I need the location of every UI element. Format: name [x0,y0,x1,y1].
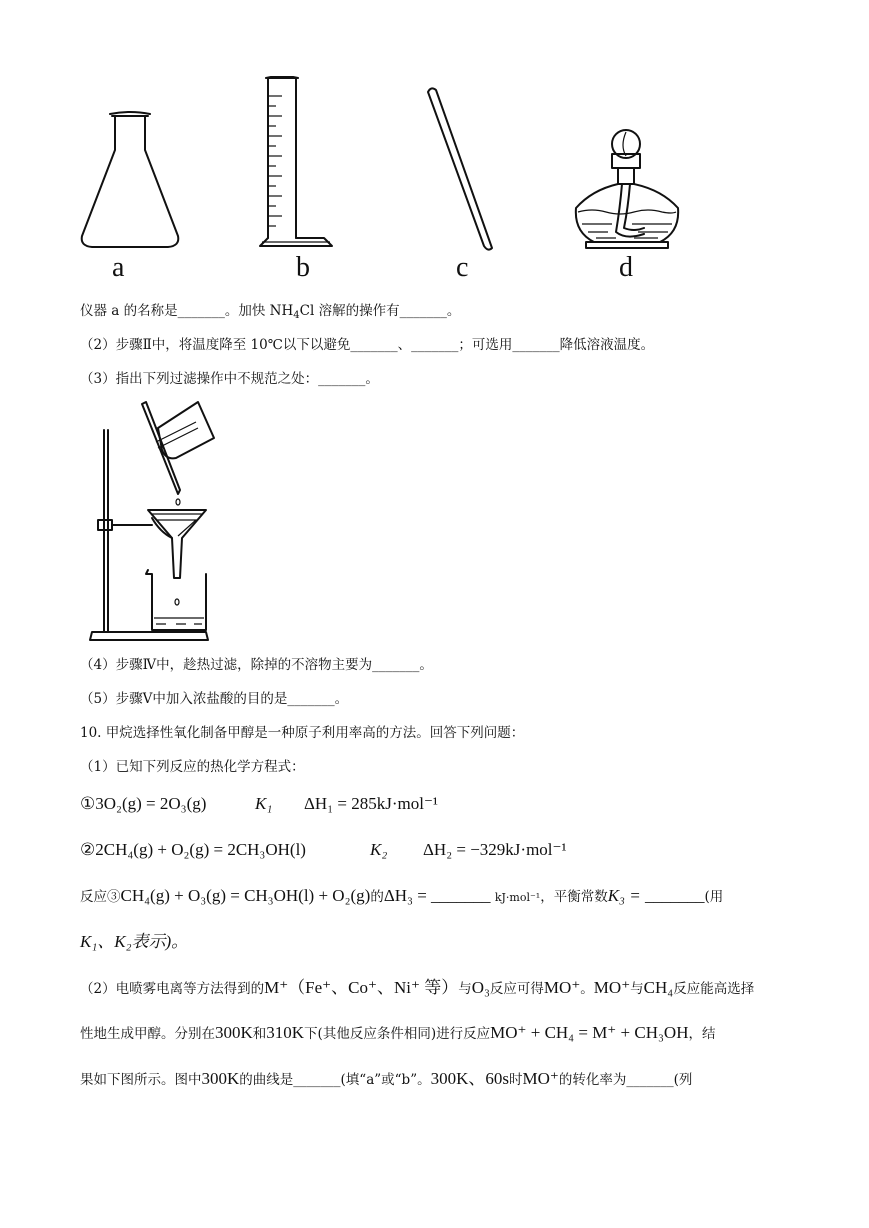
alcohol-lamp-figure [572,128,684,252]
question-5: （5）步骤Ⅴ中加入浓盐酸的目的是_______。 [80,691,349,707]
question-instrument-name: 仪器 a 的名称是_______。加快 $NH_4Cl$ 溶解的操作有_______。 [80,303,461,321]
conical-flask-figure [78,110,182,250]
apparatus-label-c: c [456,252,469,283]
apparatus-label-a: a [112,252,125,283]
question-10-part1: （1）已知下列反应的热化学方程式： [80,759,305,775]
apparatus-label-d: d [619,252,633,283]
part-2-line-3: 果如下图所示。图中300K的曲线是_______(填“a”或“b”。300K、60s时MO⁺的转化率为_______(列 [80,1069,693,1088]
apparatus-label-b: b [296,252,310,283]
equation-1-marker: ① [80,794,96,813]
equation-1 [80,794,439,814]
equation-3-k: K₃ = _______ [607,886,705,905]
equation-3-instruction: K₁、K₂表示)。 [80,932,189,951]
equation-1-k: K₁ [255,794,273,813]
equation-2-marker: ② [80,840,96,859]
equation-3-unit: kJ·mol⁻¹ [494,891,541,904]
filtration-apparatus-figure [86,398,216,644]
question-2: （2）步骤Ⅱ中，将温度降至 10℃以下以避免_______、_______；可选用_______降低溶液温度。 [80,337,655,353]
equation-3: 反应③CH₄(g) + O₃(g) = CH₃OH(l) + O₂(g)的ΔH₃ = _______ kJ·mol⁻¹，平衡常数K₃ = _______(用 [80,886,724,905]
glass-rod-figure [424,86,496,252]
equation-2-body: 2CH₄(g) + O₂(g) = 2CH₃OH(l) [95,840,306,859]
equation-1-body: 3O₂(g) = 2O₃(g) [95,794,207,813]
part-2-line-1: （2）电喷雾电离等方法得到的M⁺（Fe⁺、Co⁺、Ni⁺ 等）与O₃反应可得MO⁺。MO⁺与CH₄反应能高选择 [80,978,755,997]
equation-1-dh: ΔH₁ = 285kJ·mol⁻¹ [304,794,439,813]
graduated-cylinder-figure [258,76,338,252]
equation-3-body: CH₄(g) + O₃(g) = CH₃OH(l) + O₂(g) [120,886,371,905]
question-10-stem: 10. 甲烷选择性氧化制备甲醇是一种原子利用率高的方法。回答下列问题： [80,725,525,741]
equation-2 [80,840,567,860]
equation-2-dh: ΔH₂ = −329kJ·mol⁻¹ [423,840,567,859]
question-4: （4）步骤Ⅳ中，趁热过滤，除掉的不溶物主要为_______。 [80,657,433,673]
equation-3-dh: ΔH₃ = _______ [383,886,491,905]
question-3: （3）指出下列过滤操作中不规范之处：_______。 [80,371,379,387]
equation-2-k: K₂ [370,840,388,859]
part-2-line-2: 性地生成甲醇。分别在300K和310K下(其他反应条件相同)进行反应MO⁺ + CH₄ = M⁺ + CH₃OH，结 [80,1023,716,1042]
